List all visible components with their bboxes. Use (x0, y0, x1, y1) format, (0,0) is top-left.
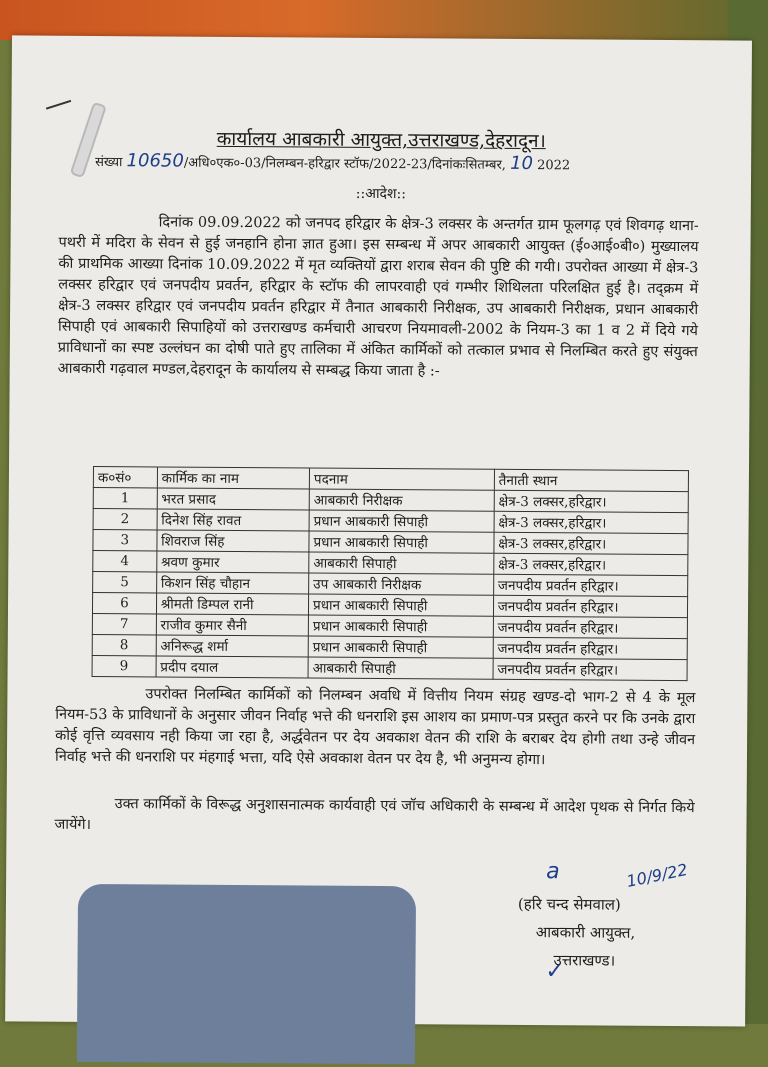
cell-posting: जनपदीय प्रवर्तन हरिद्वार। (493, 637, 687, 659)
signature-scribble: a (546, 859, 560, 885)
pen-mark (46, 100, 71, 110)
cell-designation: उप आबकारी निरीक्षक (309, 573, 494, 595)
cell-posting: जनपदीय प्रवर्तन हरिद्वार। (493, 616, 687, 638)
tick-mark-icon: ✓ (545, 959, 565, 985)
redaction-block (77, 884, 416, 1064)
cell-posting: क्षेत्र-3 लक्सर,हरिद्वार। (494, 490, 688, 512)
reference-body: /अधि०एक०-03/निलम्बन-हरिद्वार स्टॉफ/2022-23/दिनांकःसितम्बर, (183, 155, 507, 173)
signatory-designation: आबकारी आयुक्त, (535, 923, 636, 942)
cell-name: प्रदीप दयाल (156, 656, 308, 678)
reference-prefix: संख्या (95, 155, 123, 171)
document-page (5, 35, 752, 1026)
signatory-state: उत्तराखण्ड। (553, 951, 616, 970)
cell-name: किशन सिंह चौहान (156, 572, 308, 594)
reference-line (95, 150, 570, 174)
cell-designation: प्रधान आबकारी सिपाही (308, 615, 493, 637)
cell-serial: 1 (93, 487, 157, 508)
office-title: कार्यालय आबकारी आयुक्त,उत्तराखण्ड,देहरादून। (216, 127, 546, 153)
cell-name: शिवराज सिंह (157, 530, 309, 552)
header-designation: पदनाम (309, 468, 494, 490)
cell-serial: 8 (92, 634, 156, 655)
cell-name: श्रवण कुमार (156, 551, 308, 573)
cell-serial: 2 (93, 508, 157, 529)
signatory-name: (हरि चन्द सेमवाल) (517, 894, 621, 914)
cell-designation: प्रधान आबकारी सिपाही (308, 636, 493, 658)
cell-posting: जनपदीय प्रवर्तन हरिद्वार। (493, 595, 687, 617)
header-name: कार्मिक का नाम (157, 467, 309, 489)
cell-serial: 5 (93, 571, 157, 592)
cell-serial: 6 (92, 592, 156, 613)
cell-name: अनिरूद्ध शर्मा (156, 635, 308, 657)
paragraph-1: दिनांक 09.09.2022 को जनपद हरिद्वार के क्षेत्र-3 लक्सर के अन्तर्गत ग्राम फूलगढ़ एवं शिवगढ़ थाना-पथरी में मदिरा के सेवन से हुई जनहानि होना ज्ञात हुआ। इस सम्बन्ध में अपर आबकारी आयुक्त (ई०आई०बी०) मुख्यालय की प्राथमिक आख्या दिनांक 10.09.2022 में मृत व्यक्तियों द्वारा शराब सेवन की पुष्टि की गयी। उपरोक्त आख्या में क्षेत्र-3 लक्सर हरिद्वार एवं जनपदीय प्रवर्तन, हरिद्वार के स्टॉफ की लापरवाही एवं गम्भीर शिथिलता परिलक्षित हुई है। तद्‌क्रम में क्षेत्र-3 लक्सर हरिद्वार एवं जनपदीय प्रवर्तन हरिद्वार में तैनात आबकारी निरीक्षक, उप आबकारी निरीक्षक, प्रधान आबकारी सिपाही एवं आबकारी सिपाहियों को उत्तराखण्ड कर्मचारी आचरण नियमावली-2002 के नियम-3 का 1 व 2 में दिये गये प्राविधानों का स्पष्ट उल्लंघन का दोषी पाते हुए तालिका में अंकित कार्मिकों को तत्काल प्रभाव से निलम्बित करते हुए संयुक्त आबकारी गढ़वाल मण्डल,देहरादून के कार्यालय से सम्बद्ध किया जाता है :- (57, 214, 699, 380)
header-posting: तैनाती स्थान (494, 469, 688, 491)
suspended-staff-table (92, 466, 689, 681)
header-serial: क०सं० (93, 466, 157, 487)
reference-year: 2022 (537, 158, 571, 174)
background-fabric (0, 0, 768, 40)
cell-name: राजीव कुमार सैनी (156, 614, 308, 636)
reference-day: 10 (510, 152, 534, 175)
cell-name: भरत प्रसाद (157, 488, 309, 510)
cell-designation: आबकारी सिपाही (309, 552, 494, 574)
cell-posting: क्षेत्र-3 लक्सर,हरिद्वार। (494, 511, 688, 533)
cell-serial: 7 (92, 613, 156, 634)
cell-name: दिनेश सिंह रावत (157, 509, 309, 531)
cell-designation: आबकारी सिपाही (308, 657, 493, 679)
reference-number: 10650 (126, 150, 184, 172)
paragraph-3: उक्त कार्मिकों के विरूद्ध अनुशासनात्मक कार्यवाही एवं जॉच अधिकारी के सम्बन्ध में आदेश पृथक से निर्गत किये जायेंगे। (54, 796, 695, 833)
cell-serial: 4 (93, 550, 157, 571)
order-heading: ::आदेश:: (355, 185, 407, 203)
signature-date: 10/9/22 (624, 859, 690, 891)
cell-designation: आबकारी निरीक्षक (309, 489, 494, 511)
cell-posting: जनपदीय प्रवर्तन हरिद्वार। (493, 658, 687, 680)
cell-designation: प्रधान आबकारी सिपाही (309, 510, 494, 532)
cell-posting: क्षेत्र-3 लक्सर,हरिद्वार। (494, 553, 688, 575)
cell-designation: प्रधान आबकारी सिपाही (309, 594, 494, 616)
paragraph-2: उपरोक्त निलम्बित कार्मिकों को निलम्बन अवधि में वित्तीय नियम संग्रह खण्ड-दो भाग-2 से 4 के मूल नियम-53 के प्राविधानों के अनुसार जीवन निर्वाह भत्ते की धनराशि इस आशय का प्रमाण-पत्र प्रस्तुत करने पर कि उनके द्वारा कोई वृत्ति व्यवसाय नही किया जा रहा है, अर्द्धवेतन पर देय अवकाश वेतन की राशि के बराबर देय होगी तथा उन्हे जीवन निर्वाह भत्ते की धनराशि पर मंहगाई भत्ता, यदि ऐसे अवकाश वेतन पर देय है, भी अनुमन्य होगा। (54, 686, 696, 769)
table-row (92, 655, 687, 680)
cell-serial: 3 (93, 529, 157, 550)
cell-serial: 9 (92, 655, 156, 676)
cell-posting: क्षेत्र-3 लक्सर,हरिद्वार। (494, 532, 688, 554)
cell-name: श्रीमती डिम्पल रानी (156, 593, 308, 615)
cell-designation: प्रधान आबकारी सिपाही (309, 531, 494, 553)
cell-posting: जनपदीय प्रवर्तन हरिद्वार। (493, 574, 687, 596)
